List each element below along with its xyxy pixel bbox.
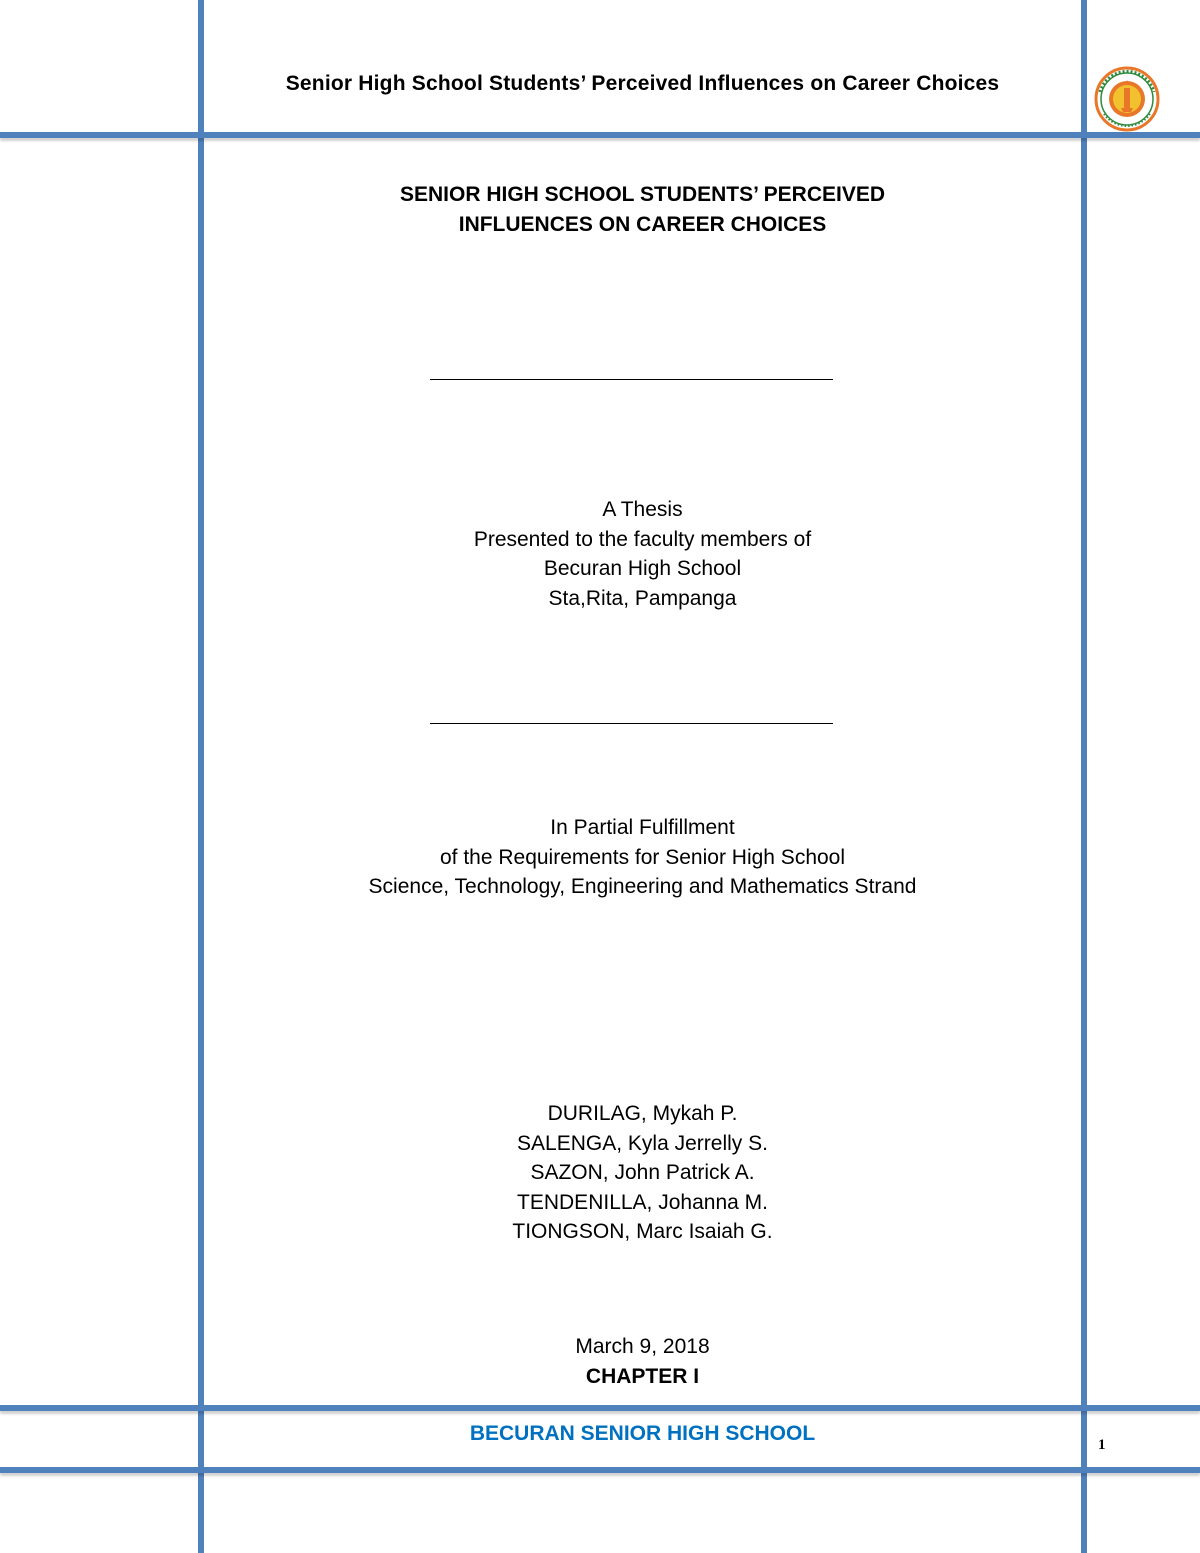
author-name: SALENGA, Kyla Jerrelly S. bbox=[517, 1131, 768, 1155]
frame-footer-rule-bottom bbox=[0, 1467, 1200, 1473]
footer-school-name: BECURAN SENIOR HIGH SCHOOL bbox=[469, 1422, 816, 1445]
fulfillment-line-1: In Partial Fulfillment bbox=[550, 816, 735, 839]
school-seal-icon bbox=[1090, 66, 1164, 132]
author-name: SAZON, John Patrick A. bbox=[530, 1161, 755, 1184]
thesis-line-4: Sta,Rita, Pampanga bbox=[548, 586, 737, 610]
submission-date: March 9, 2018 bbox=[575, 1335, 710, 1358]
author-name: TIONGSON, Marc Isaiah G. bbox=[512, 1220, 773, 1243]
chapter-heading: CHAPTER I bbox=[585, 1365, 700, 1388]
fulfillment-statement bbox=[204, 813, 1081, 902]
thesis-title-line-1: SENIOR HIGH SCHOOL STUDENTS’ PERCEIVED bbox=[399, 183, 886, 206]
frame-footer-rule-top bbox=[0, 1405, 1200, 1411]
frame-vertical-line-right bbox=[1081, 0, 1087, 1553]
school-logo bbox=[1090, 66, 1164, 132]
fulfillment-line-2: of the Requirements for Senior High School bbox=[439, 845, 846, 869]
author-list bbox=[204, 1099, 1081, 1247]
thesis-statement bbox=[204, 495, 1081, 613]
page-number: 1 bbox=[1098, 1437, 1106, 1453]
header-title: Senior High School Students’ Perceived Influences on Career Choices bbox=[285, 72, 1000, 95]
separator-rule-2 bbox=[430, 723, 833, 724]
frame-header-rule bbox=[0, 132, 1200, 138]
fulfillment-line-3: Science, Technology, Engineering and Mathematics Strand bbox=[368, 875, 917, 898]
thesis-title bbox=[204, 180, 1081, 240]
thesis-line-1: A Thesis bbox=[602, 498, 683, 521]
thesis-line-3: Becuran High School bbox=[543, 557, 742, 580]
author-name: DURILAG, Mykah P. bbox=[547, 1102, 738, 1125]
separator-rule-1 bbox=[430, 379, 833, 380]
thesis-line-2: Presented to the faculty members of bbox=[473, 527, 812, 551]
author-name: TENDENILLA, Johanna M. bbox=[517, 1190, 768, 1214]
thesis-title-line-2: INFLUENCES ON CAREER CHOICES bbox=[458, 213, 827, 236]
